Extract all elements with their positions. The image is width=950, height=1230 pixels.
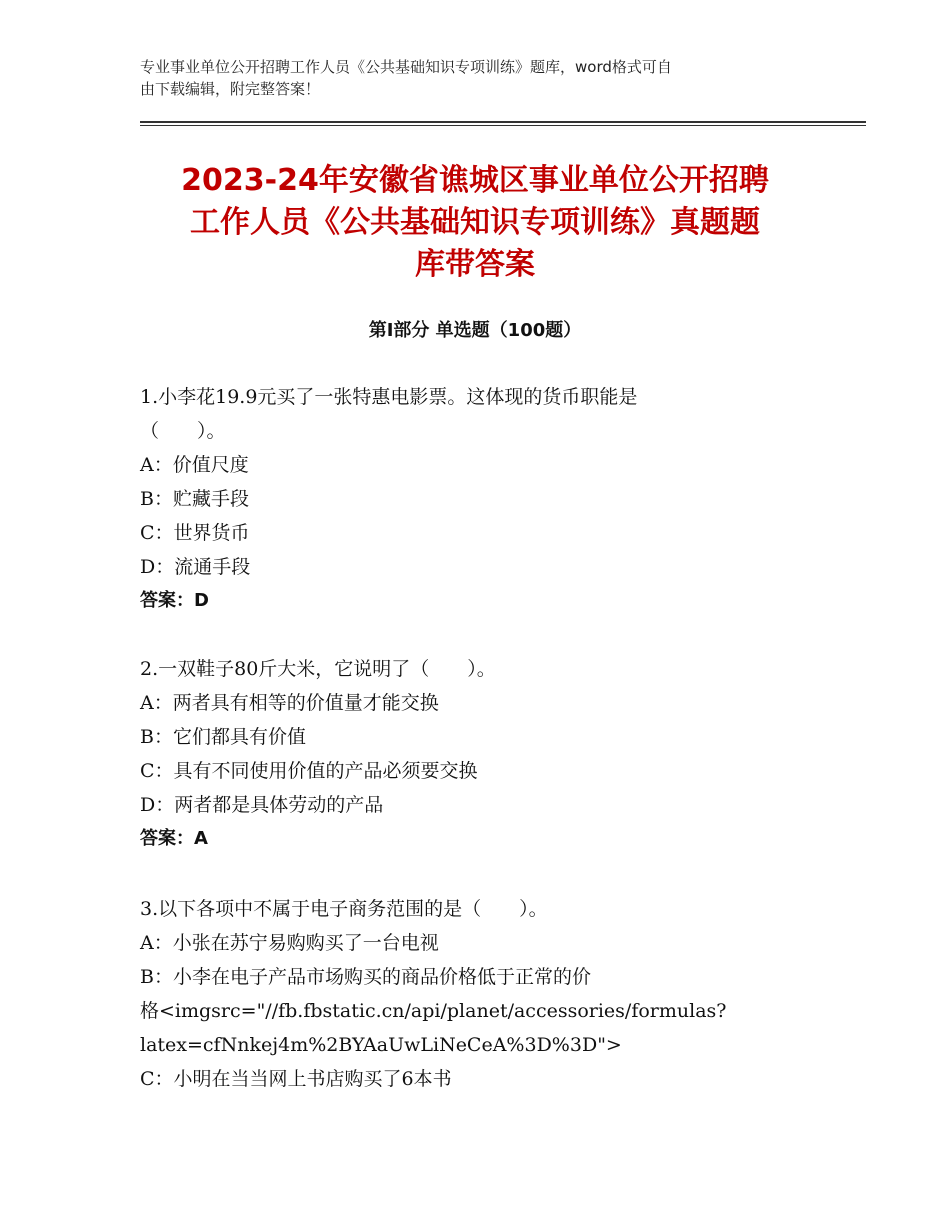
option-b-continued: latex=cfNnkej4m%2BYAaUwLiNeCeA%3D%3D"> (140, 1034, 622, 1056)
answer: 答案：A (140, 828, 208, 849)
question-stem: 2.一双鞋子80斤大米，它说明了（ ）。 (140, 658, 496, 680)
header-note-line-1: 专业事业单位公开招聘工作人员《公共基础知识专项训练》题库，word格式可自 (140, 58, 672, 76)
header-note-line-2: 由下载编辑，附完整答案！ (140, 80, 321, 98)
option-c: C：具有不同使用价值的产品必须要交换 (140, 760, 478, 782)
question-3 (140, 892, 830, 1096)
option-c: C：世界货币 (140, 522, 250, 544)
option-a: A：小张在苏宁易购购买了一台电视 (140, 932, 439, 954)
document-title (120, 160, 830, 286)
section-title: 第Ⅰ部分 单选题（100题） (368, 320, 582, 341)
option-a: A：价值尺度 (140, 454, 249, 476)
title-line-3: 库带答案 (415, 247, 535, 282)
question-2 (140, 652, 830, 856)
option-c: C：小明在当当网上书店购买了6本书 (140, 1068, 452, 1090)
option-b: B：小李在电子产品市场购买的商品价格低于正常的价 (140, 966, 591, 988)
question-stem: 3.以下各项中不属于电子商务范围的是（ ）。 (140, 898, 548, 920)
header-divider-thin (140, 125, 866, 126)
question-stem-continued: （ ）。 (140, 420, 226, 442)
option-a: A：两者具有相等的价值量才能交换 (140, 692, 439, 714)
title-line-1: 2023-24年安徽省谯城区事业单位公开招聘 (181, 163, 769, 198)
option-b: B：它们都具有价值 (140, 726, 306, 748)
header-divider-thick (140, 121, 866, 123)
option-b-continued: 格<imgsrc="//fb.fbstatic.cn/api/planet/accessories/formulas? (140, 1000, 727, 1022)
question-1 (140, 380, 830, 618)
answer: 答案：D (140, 590, 209, 611)
question-stem: 1.小李花19.9元买了一张特惠电影票。这体现的货币职能是 (140, 386, 638, 408)
header-note (140, 56, 820, 100)
option-d: D：流通手段 (140, 556, 251, 578)
option-d: D：两者都是具体劳动的产品 (140, 794, 384, 816)
option-b: B：贮藏手段 (140, 488, 249, 510)
title-line-2: 工作人员《公共基础知识专项训练》真题题 (190, 205, 760, 240)
